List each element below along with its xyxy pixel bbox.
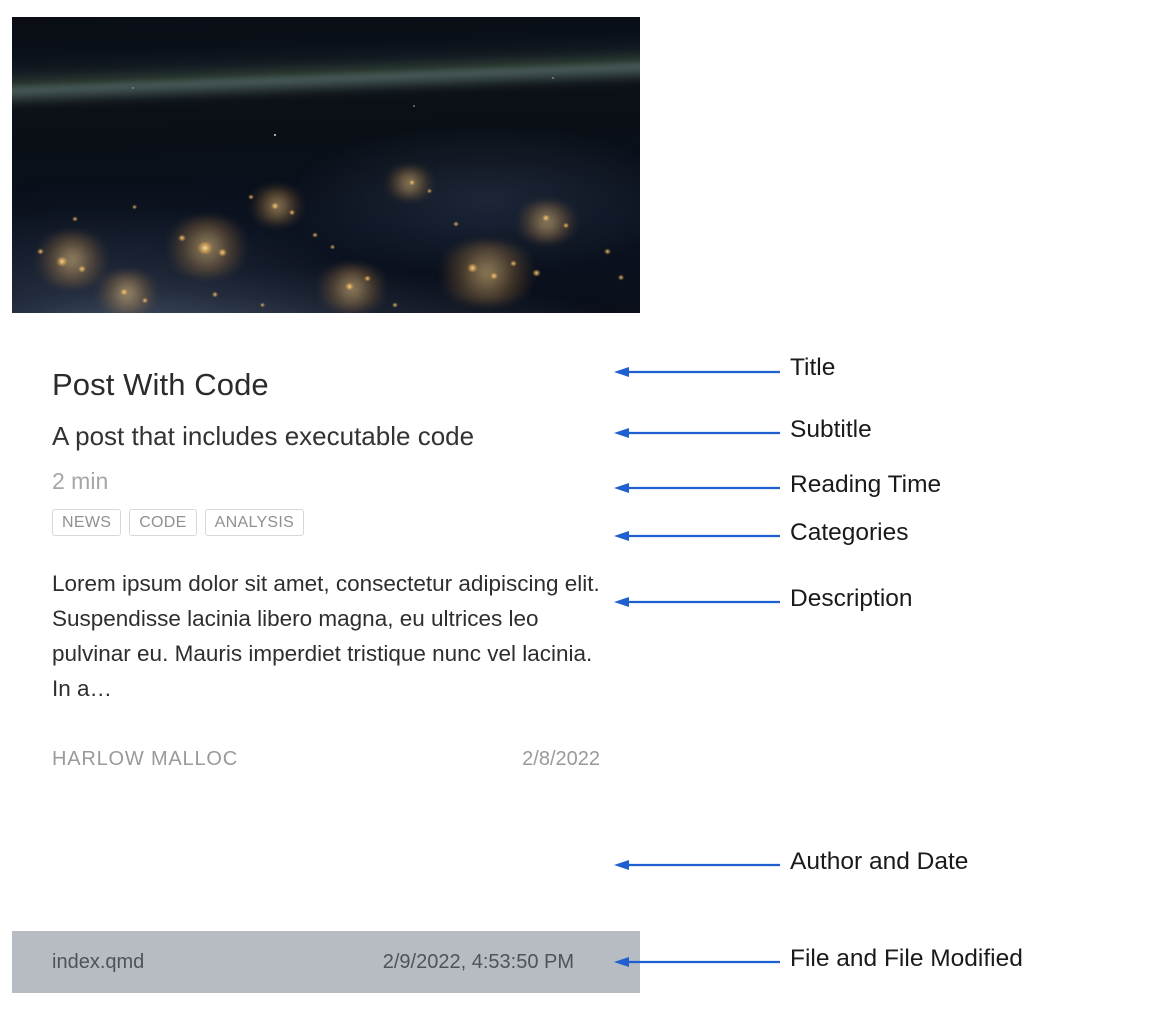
- annotation-arrow-title: [614, 365, 780, 379]
- annotation-arrow-categories: [614, 529, 780, 543]
- annotation-label-categories: Categories: [790, 519, 909, 546]
- post-meta: [52, 748, 600, 797]
- post-file-name[interactable]: index.qmd: [52, 950, 145, 973]
- annotation-label-subtitle: Subtitle: [790, 416, 872, 443]
- post-subtitle: A post that includes executable code: [52, 420, 475, 451]
- post-card-body: [12, 313, 640, 931]
- category-badge-news[interactable]: NEWS: [52, 509, 121, 536]
- annotation-label-author-date: Author and Date: [790, 848, 969, 875]
- post-date: 2/8/2022: [522, 748, 600, 771]
- annotation-arrow-author-date: [614, 858, 780, 872]
- post-thumbnail-image: [12, 17, 640, 313]
- annotation-arrow-description: [614, 595, 780, 609]
- post-description: Lorem ipsum dolor sit amet, consectetur adipiscing elit. Suspendisse lacinia libero magna, eu ultrices leo pulvinar eu. Mauris imperdiet tristique nunc vel lacinia. In a…: [52, 570, 600, 702]
- post-author: HARLOW MALLOC: [52, 748, 238, 771]
- annotation-label-reading-time: Reading Time: [790, 471, 942, 498]
- annotation-arrow-subtitle: [614, 426, 780, 440]
- annotation-arrow-file-modified: [614, 955, 780, 969]
- annotation-label-title: Title: [790, 354, 836, 381]
- post-card-footer: [12, 931, 640, 993]
- post-file-modified: 2/9/2022, 4:53:50 PM: [382, 950, 574, 973]
- category-badge-analysis[interactable]: ANALYSIS: [205, 509, 304, 536]
- post-reading-time: 2 min: [52, 467, 109, 494]
- annotation-arrow-reading-time: [614, 481, 780, 495]
- category-badge-code[interactable]: CODE: [129, 509, 196, 536]
- post-title[interactable]: Post With Code: [52, 367, 269, 402]
- post-listing-card[interactable]: [12, 17, 640, 993]
- annotation-label-description: Description: [790, 585, 913, 612]
- post-categories: [52, 509, 600, 536]
- thumbnail-city-lights: [12, 17, 640, 313]
- annotation-label-file-modified: File and File Modified: [790, 945, 1023, 972]
